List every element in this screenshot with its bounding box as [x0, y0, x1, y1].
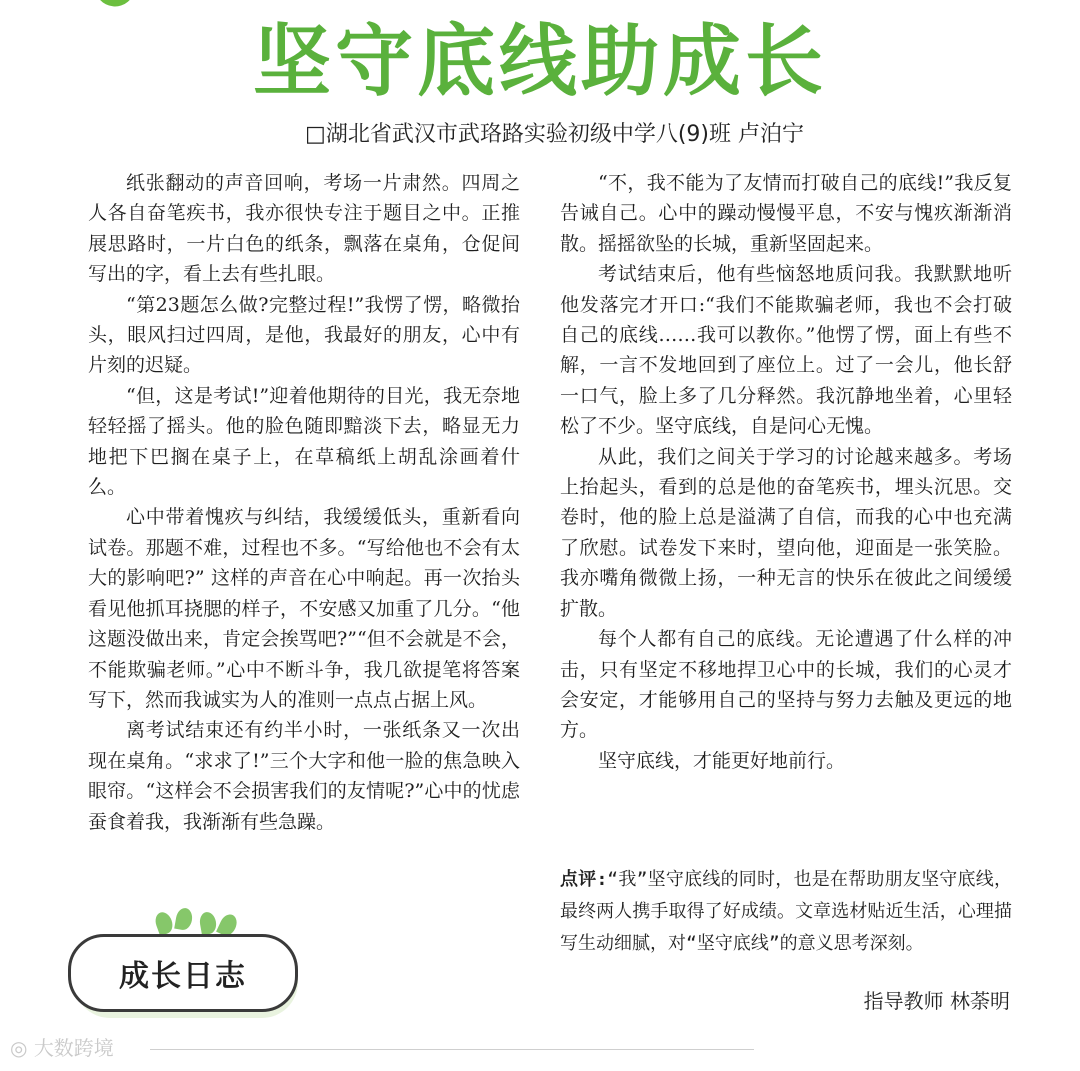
article-title: 坚守底线助成长	[252, 17, 827, 107]
sprout-icon	[174, 907, 194, 931]
sprout-icon	[198, 911, 218, 935]
paragraph: 坚守底线，才能更好地前行。	[598, 749, 846, 772]
paragraph: 考试结束后，他有些恼怒地质问我。我默默地听他发落完才开口:“我们不能欺骗老师，我也不会打破自己的底线……我可以教你。”他愣了愣，面上有些不解，一言不发地回到了座位上。过了一会儿，他长舒一口气，脸上多了几分释然。我沉静地坐着，心里轻松了不少。坚守底线，自是问心无愧。	[560, 263, 1012, 438]
paragraph: 离考试结束还有约半小时，一张纸条又一次出现在桌角。“求求了!”三个大字和他一脸的焦急映入眼帘。“这样会不会损害我们的友情呢?”心中的忧虑蚕食着我，我渐渐有些急躁。	[88, 719, 520, 833]
corner-leaf-decoration	[96, 0, 140, 12]
badge-label: 成长日志	[68, 934, 298, 1012]
watermark-text: 大数跨境	[33, 1036, 114, 1060]
left-column	[88, 168, 520, 837]
author-byline: □湖北省武汉市武珞路实验初级中学八(9)班 卢泊宁	[305, 122, 804, 147]
paragraph: “但，这是考试!”迎着他期待的目光，我无奈地轻轻摇了摇头。他的脸色随即黯淡下去，略显无力地把下巴搁在桌子上，在草稿纸上胡乱涂画着什么。	[88, 384, 520, 499]
comment-text: “我”坚守底线的同时，也是在帮助朋友坚守底线，最终两人携手取得了好成绩。文章选材贴近生活，心理描写生动细腻，对“坚守底线”的意义思考深刻。	[560, 869, 1012, 954]
paragraph: “不，我不能为了友情而打破自己的底线!”我反复告诫自己。心中的躁动慢慢平息，不安与愧疚渐渐消散。摇摇欲坠的长城，重新坚固起来。	[560, 172, 1012, 255]
comment-label: 点评:	[560, 869, 608, 890]
paragraph: 纸张翻动的声音回响，考场一片肃然。四周之人各自奋笔疾书，我亦很快专注于题目之中。正推展思路时，一片白色的纸条，飘落在桌角，仓促间写出的字，看上去有些扎眼。	[88, 172, 520, 286]
watermark	[10, 1034, 114, 1062]
paragraph: 从此，我们之间关于学习的讨论越来越多。考场上抬起头，看到的总是他的奋笔疾书，埋头沉思。交卷时，他的脸上总是溢满了自信，而我的心中也充满了欣慰。试卷发下来时，望向他，迎面是一张笑脸。我亦嘴角微微上扬，一种无言的快乐在彼此之间缓缓扩散。	[560, 445, 1012, 620]
sprout-icon	[153, 910, 176, 936]
growth-log-badge	[60, 912, 300, 1022]
right-column	[560, 168, 1012, 776]
paragraph: “第23题怎么做?完整过程!”我愣了愣，略微抬头，眼风扫过四周，是他，我最好的朋友，心中有片刻的迟疑。	[88, 293, 520, 377]
paragraph: 心中带着愧疚与纠结，我缓缓低头，重新看向试卷。那题不难，过程也不多。“写给他也不会有太大的影响吧?” 这样的声音在心中响起。再一次抬头看见他抓耳挠腮的样子，不安感又加重了几分。“他这题没做出来，肯定会挨骂吧?”“但不会就是不会，不能欺骗老师。”心中不断斗争，我几欲提笔将答案写下，然而我诚实为人的准则一点点占据上风。	[88, 506, 520, 711]
watermark-logo-icon: ◎	[10, 1036, 34, 1060]
divider	[150, 1049, 754, 1050]
teacher-credit: 指导教师 林荼明	[863, 989, 1010, 1013]
editor-comment	[560, 864, 1012, 960]
paragraph: 每个人都有自己的底线。无论遭遇了什么样的冲击，只有坚定不移地捍卫心中的长城，我们的心灵才会安定，才能够用自己的坚持与努力去触及更远的地方。	[560, 628, 1012, 742]
